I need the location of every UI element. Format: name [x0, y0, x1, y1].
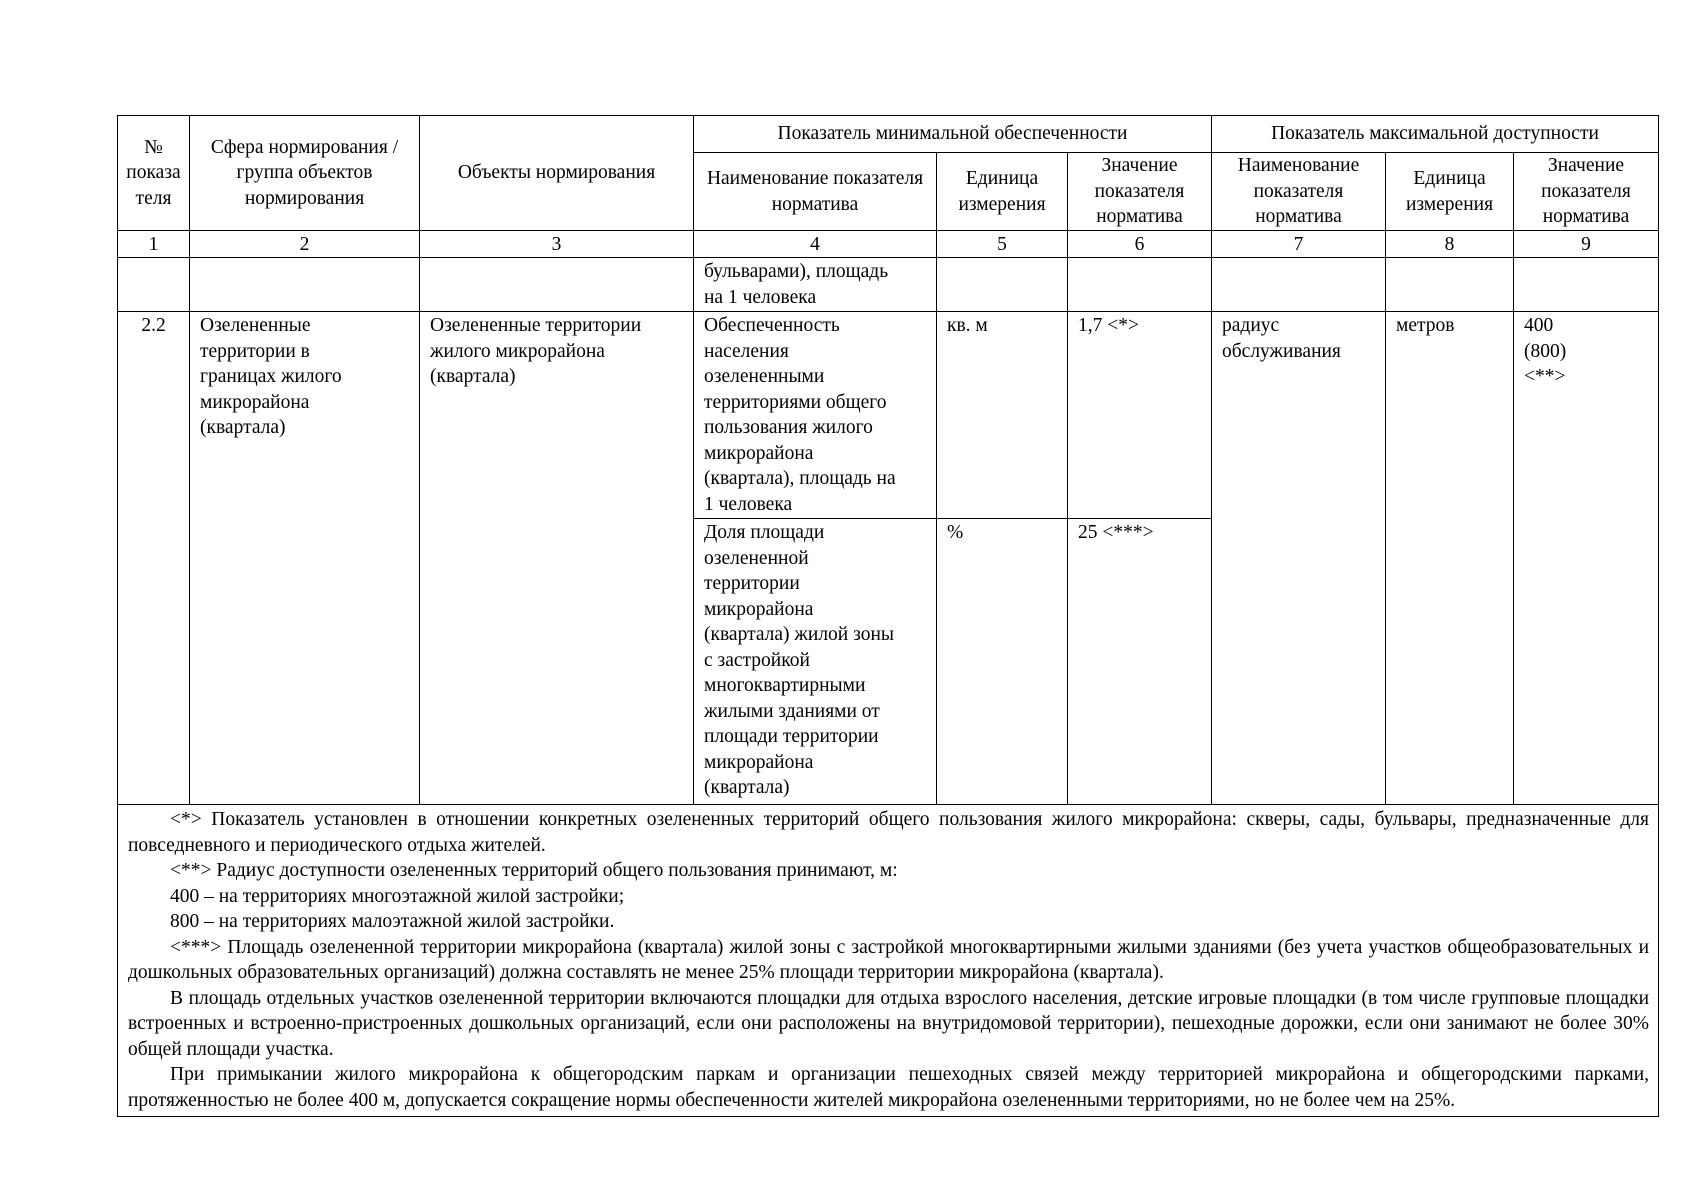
header-objects: Объекты нормирования [420, 116, 694, 231]
access-unit: метров [1386, 312, 1514, 805]
column-number: 9 [1514, 231, 1659, 258]
access-name: радиус обслуживания [1212, 312, 1386, 805]
continued-indicator-name: бульварами), площадь на 1 человека [694, 258, 937, 312]
column-number: 4 [694, 231, 937, 258]
header-sphere: Сфера нормирования / группа объектов нормирования [190, 116, 420, 231]
indicator-2-unit: % [937, 519, 1068, 805]
header-min-value: Значение показателя норматива [1068, 153, 1212, 231]
header-max-unit: Единица измерения [1386, 153, 1514, 231]
row-number: 2.2 [118, 312, 190, 805]
header-group-min: Показатель минимальной обеспеченности [694, 116, 1212, 153]
row-objects: Озелененные территории жилого микрорайона (квартала) [420, 312, 694, 805]
access-value: 400 (800) <**> [1514, 312, 1659, 805]
footnote: 800 – на территориях малоэтажной жилой застройки. [170, 911, 615, 932]
column-number-row [118, 231, 1659, 258]
footnote: <**> Радиус доступности озелененных территорий общего пользования принимают, м: [170, 860, 898, 881]
header-max-name: Наименование показателя норматива [1212, 153, 1386, 231]
indicator-2-name: Доля площади озелененной территории микрорайона (квартала) жилой зоны с застройкой многоквартирными жилыми зданиями от площади территории микрорайона (квартала) [694, 519, 937, 805]
footnote: При примыкании жилого микрорайона к общегородским паркам и организации пешеходных связей между территорией микрорайона и общегородскими парками, протяженностью не более 400 м, допускается сокращение нормы обеспеченности жителей микрорайона озелененными территориями, но не более чем на 25%. [128, 1064, 1650, 1111]
footnote: В площадь отдельных участков озелененной территории включаются площадки для отдыха взрослого населения, детские игровые площадки (в том числе групповые площадки встроенных и встроенно-пристроенных дошкольных организаций, если они расположены на внутридомовой территории), пешеходные дорожки, если они занимают не более 30% общей площади участка. [128, 987, 1650, 1060]
indicator-2-value: 25 <***> [1068, 519, 1212, 805]
indicator-1-value: 1,7 <*> [1068, 312, 1212, 519]
table-row-2-2 [118, 312, 1659, 519]
header-max-value: Значение показателя норматива [1514, 153, 1659, 231]
column-number: 5 [937, 231, 1068, 258]
column-number: 7 [1212, 231, 1386, 258]
footnotes [118, 805, 1659, 1117]
indicator-1-name: Обеспеченность населения озелененными территориями общего пользования жилого микрорайона (квартала), площадь на 1 человека [694, 312, 937, 519]
header-number: № показа теля [118, 116, 190, 231]
row-sphere: Озелененные территории в границах жилого микрорайона (квартала) [190, 312, 420, 805]
column-number: 8 [1386, 231, 1514, 258]
column-number: 6 [1068, 231, 1212, 258]
column-number: 1 [118, 231, 190, 258]
continuation-row [118, 258, 1659, 312]
norms-table [117, 115, 1659, 1117]
footnote: 400 – на территориях многоэтажной жилой застройки; [170, 885, 625, 907]
header-min-name: Наименование показателя норматива [694, 153, 937, 231]
notes-row [118, 805, 1659, 1117]
indicator-1-unit: кв. м [937, 312, 1068, 519]
column-number: 3 [420, 231, 694, 258]
column-number: 2 [190, 231, 420, 258]
footnote: <*> Показатель установлен в отношении конкретных озелененных территорий общего пользования жилого микрорайона: скверы, сады, бульвары, предназначенные для повседневного и периодического отдыха жителей. [128, 809, 1650, 856]
header-min-unit: Единица измерения [937, 153, 1068, 231]
header-group-max: Показатель максимальной доступности [1212, 116, 1659, 153]
footnote: <***> Площадь озелененной территории микрорайона (квартала) жилой зоны с застройкой многоквартирными жилыми зданиями (без учета участков общеобразовательных и дошкольных образовательных организаций) должна составлять не менее 25% площади территории микрорайона (квартала). [128, 936, 1650, 983]
